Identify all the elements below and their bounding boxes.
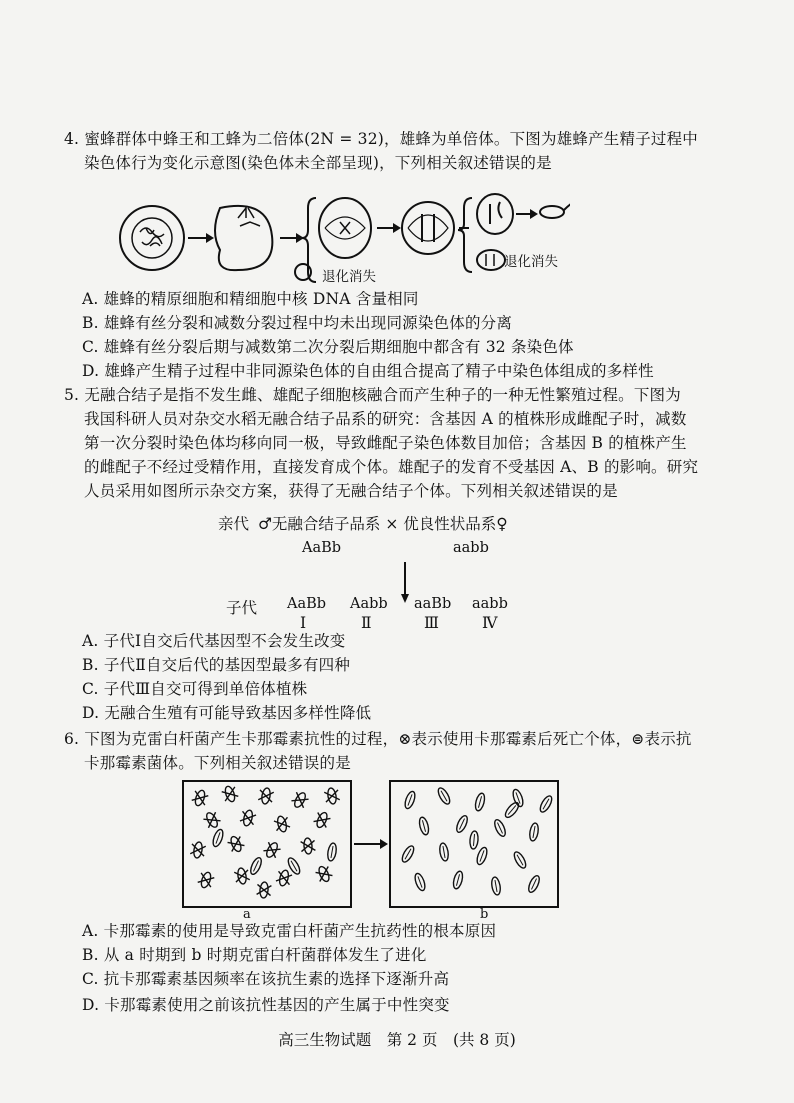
dead-bacterium-icon [190, 841, 207, 859]
offspring-3-genotype: aaBb [414, 596, 452, 612]
resistant-bacterium-icon [418, 816, 430, 835]
offspring-2-genotype: Aabb [350, 596, 388, 612]
q5-stem-line5: 人员采用如图所示杂交方案，获得了无融合结子个体。下列相关叙述错误的是 [84, 482, 618, 500]
resistant-bacterium-icon [512, 850, 528, 870]
q5-option-d[interactable]: D. 无融合生殖有可能导致基因多样性降低 [82, 704, 372, 722]
q6-stem-line1: 6. 下图为克雷白杆菌产生卡那霉素抗性的过程，⊗表示使用卡那霉素后死亡个体，⊜表示抗 [64, 730, 692, 748]
panel-a-cells [190, 784, 341, 898]
q4-option-d[interactable]: D. 雄蜂产生精子过程中非同源染色体的自由组合提高了精子中染色体组成的多样性 [82, 362, 654, 380]
q4-option-b[interactable]: B. 雄蜂有丝分裂和减数分裂过程中均未出现同源染色体的分离 [82, 314, 513, 332]
dead-bacterium-icon [314, 864, 333, 884]
resistant-bacterium-icon [326, 842, 337, 861]
q6-option-a[interactable]: A. 卡那霉素的使用是导致克雷白杆菌产生抗药性的根本原因 [82, 922, 497, 940]
bacteria-diagram [182, 780, 564, 914]
offspring-1-genotype: AaBb [287, 596, 327, 612]
parent-female-genotype: aabb [453, 540, 489, 556]
offspring-label: 子代 [226, 599, 258, 617]
resistant-bacterium-icon [211, 828, 225, 848]
cell-prophase [215, 206, 272, 270]
dead-bacterium-icon [234, 867, 251, 885]
q5-option-c[interactable]: C. 子代Ⅲ自交可得到单倍体植株 [82, 680, 308, 698]
resistant-bacterium-icon [400, 844, 416, 864]
resistant-bacterium-icon [493, 818, 508, 838]
offspring-4-genotype: aabb [472, 596, 508, 612]
q4-option-a[interactable]: A. 雄蜂的精原细胞和精细胞中核 DNA 含量相同 [82, 290, 419, 308]
parent-male-genotype: AaBb [302, 540, 342, 556]
dead-bacterium-icon [197, 870, 216, 890]
resistant-bacterium-icon [538, 794, 554, 814]
dead-bacterium-icon [256, 881, 271, 898]
parent-cross: ♂无融合结子品系 × 优良性状品系♀ [258, 515, 508, 533]
q6-option-d[interactable]: D. 卡那霉素使用之前该抗性基因的产生属于中性突变 [82, 996, 450, 1014]
page-footer: 高三生物试题 第 2 页 (共 8 页) [278, 1031, 516, 1049]
dead-bacterium-icon [275, 868, 293, 887]
q5-stem-line1: 5. 无融合结子是指不发生雌、雄配子细胞核融合而产生种子的一种无性繁殖过程。下图为 [64, 386, 681, 404]
resistant-bacterium-icon [452, 870, 464, 889]
q5-stem-line2: 我国科研人员对杂交水稻无融合结子品系的研究：含基因 A 的植株形成雌配子时，减数 [84, 410, 687, 428]
cell-anaphase [402, 202, 454, 254]
resistant-bacterium-icon [527, 874, 542, 894]
dead-bacterium-icon [324, 787, 341, 805]
q6-option-b[interactable]: B. 从 a 时期到 b 时期克雷白杆菌群体发生了进化 [82, 946, 427, 964]
q4-stem-line1: 4. 蜜蜂群体中蜂王和工蜂为二倍体(2N = 32)，雄蜂为单倍体。下图为雄蜂产生精子过程中 [64, 130, 699, 148]
dead-bacterium-icon [300, 837, 315, 854]
dead-bacterium-icon [312, 810, 331, 830]
offspring-4-numeral: Ⅳ [482, 614, 498, 632]
offspring-2-numeral: Ⅱ [361, 614, 372, 632]
resistant-bacterium-icon [528, 822, 539, 841]
dead-bacterium-icon [262, 840, 282, 861]
resistant-bacterium-icon [438, 842, 449, 861]
panel-b-label: b [480, 907, 489, 922]
degenerate-label-2: 退化消失 [504, 254, 558, 270]
resistant-bacterium-icon [455, 814, 470, 834]
q6-option-c[interactable]: C. 抗卡那霉素基因频率在该抗生素的选择下逐渐升高 [82, 970, 450, 988]
q5-stem-line3: 第一次分裂时染色体均移向同一极，导致雌配子染色体数目加倍；含基因 B 的植株产生 [84, 434, 687, 452]
dead-bacterium-icon [273, 814, 291, 833]
resistant-bacterium-icon [469, 831, 479, 850]
resistant-bacterium-icon [503, 801, 521, 820]
degenerate-label-1: 退化消失 [322, 269, 376, 285]
dead-bacterium-icon [290, 790, 310, 811]
resistant-bacterium-icon [475, 846, 489, 866]
resistant-bacterium-icon [490, 876, 501, 895]
panel-a-label: a [243, 907, 251, 922]
offspring-3-numeral: Ⅲ [424, 614, 439, 632]
dead-bacterium-icon [258, 787, 275, 805]
q5-option-a[interactable]: A. 子代Ⅰ自交后代基因型不会发生改变 [82, 632, 346, 650]
resistant-bacterium-icon [403, 790, 417, 810]
q5-stem-line4: 的雌配子不经过受精作用，直接发育成个体。雄配子的发育不受基因 A、B 的影响。研究 [84, 458, 699, 476]
dead-bacterium-icon [191, 788, 210, 808]
parent-label: 亲代 [218, 515, 250, 533]
resistant-bacterium-icon [474, 792, 486, 811]
offspring-1-numeral: Ⅰ [300, 614, 307, 632]
q6-stem-line2: 卡那霉素菌体。下列相关叙述错误的是 [84, 754, 351, 772]
dead-bacterium-icon [226, 834, 245, 854]
dead-bacterium-icon [239, 808, 257, 827]
dead-bacterium-icon [202, 810, 222, 831]
resistant-bacterium-icon [413, 872, 427, 892]
q5-option-b[interactable]: B. 子代Ⅱ自交后代的基因型最多有四种 [82, 656, 351, 674]
panel-b-cells [400, 786, 554, 895]
cell-interphase [120, 206, 184, 270]
q4-option-c[interactable]: C. 雄蜂有丝分裂后期与减数第二次分裂后期细胞中都含有 32 条染色体 [82, 338, 574, 356]
sperm-icon [540, 202, 570, 218]
dead-bacterium-icon [221, 784, 240, 804]
resistant-bacterium-icon [436, 786, 452, 806]
cross-arrow [400, 562, 410, 604]
resistant-bacterium-icon [249, 856, 264, 876]
q4-stem-line2: 染色体行为变化示意图(染色体未全部呈现)，下列相关叙述错误的是 [84, 154, 552, 172]
